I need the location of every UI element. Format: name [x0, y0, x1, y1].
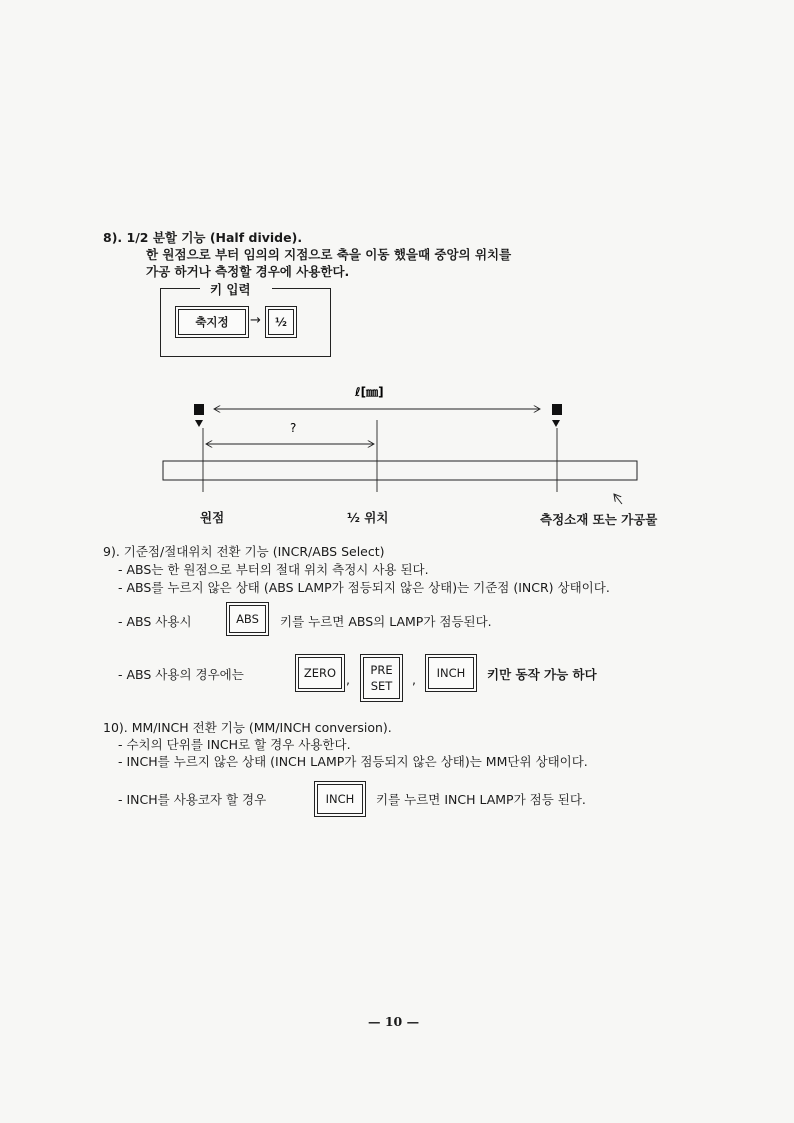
abs-allowed-keys-text: - ABS 사용의 경우에는: [118, 667, 244, 682]
section-9-line-2: - ABS를 누르지 않은 상태 (ABS LAMP가 점등되지 않은 상태)는 기준점 (INCR) 상태이다.: [118, 580, 610, 595]
section-8-heading: 8). 1/2 분할 기능 (Half divide).: [103, 230, 303, 245]
key-input-box-top-left: [160, 288, 200, 289]
preset-key-line-1: PRE: [370, 663, 393, 677]
material-leader: [614, 494, 622, 504]
section-9-heading: 9). 기준점/절대위치 전환 기능 (INCR/ABS Select): [103, 544, 385, 559]
page-number: — 10 —: [368, 1014, 420, 1029]
section-10-line-2: - INCH를 누르지 않은 상태 (INCH LAMP가 점등되지 않은 상태)는 MM단위 상태이다.: [118, 754, 588, 769]
abs-key[interactable]: ABS: [226, 602, 269, 636]
key-input-box-top-right: [272, 288, 330, 289]
section-8-line-1: 한 원점으로 부터 임의의 지점으로 축을 이동 했을때 중앙의 위치를: [146, 247, 512, 262]
half-position-label: ½ 위치: [347, 510, 389, 525]
length-label: ℓ[㎜]: [355, 385, 384, 399]
origin-pointer: [195, 420, 203, 427]
inch-usage-text: - INCH를 사용코자 할 경우: [118, 792, 267, 807]
section-10-line-1: - 수치의 단위를 INCH로 할 경우 사용한다.: [118, 737, 351, 752]
section-10-heading: 10). MM/INCH 전환 기능 (MM/INCH conversion).: [103, 720, 392, 735]
zero-key[interactable]: ZERO: [295, 654, 345, 692]
end-marker: [552, 404, 562, 415]
end-pointer: [552, 420, 560, 427]
origin-label: 원점: [200, 510, 225, 525]
preset-key[interactable]: [360, 654, 403, 702]
inch-key[interactable]: INCH: [425, 654, 477, 692]
abs-allowed-keys-result: 키만 동작 가능 하다: [487, 667, 597, 682]
half-key[interactable]: ½: [265, 306, 297, 338]
section-9-line-1: - ABS는 한 원점으로 부터의 절대 위치 측정시 사용 된다.: [118, 562, 429, 577]
preset-key-line-2: SET: [370, 679, 393, 693]
workpiece-bar: [163, 461, 637, 480]
key-sequence-arrow: →: [250, 313, 261, 328]
half-divide-diagram: [0, 380, 794, 520]
material-label: 측정소재 또는 가공물: [540, 512, 658, 527]
comma: ,: [346, 672, 350, 687]
abs-key-result: 키를 누르면 ABS의 LAMP가 점등된다.: [280, 614, 492, 629]
comma: ,: [412, 672, 416, 687]
axis-select-key[interactable]: 축지정: [175, 306, 249, 338]
origin-marker: [194, 404, 204, 415]
abs-usage-text: - ABS 사용시: [118, 614, 192, 629]
section-8-line-2: 가공 하거나 측정할 경우에 사용한다.: [146, 264, 350, 279]
inch-key[interactable]: INCH: [314, 781, 366, 817]
key-input-title: 키 입력: [210, 282, 251, 297]
half-distance-question: ?: [290, 421, 297, 435]
inch-key-result: 키를 누르면 INCH LAMP가 점등 된다.: [376, 792, 586, 807]
